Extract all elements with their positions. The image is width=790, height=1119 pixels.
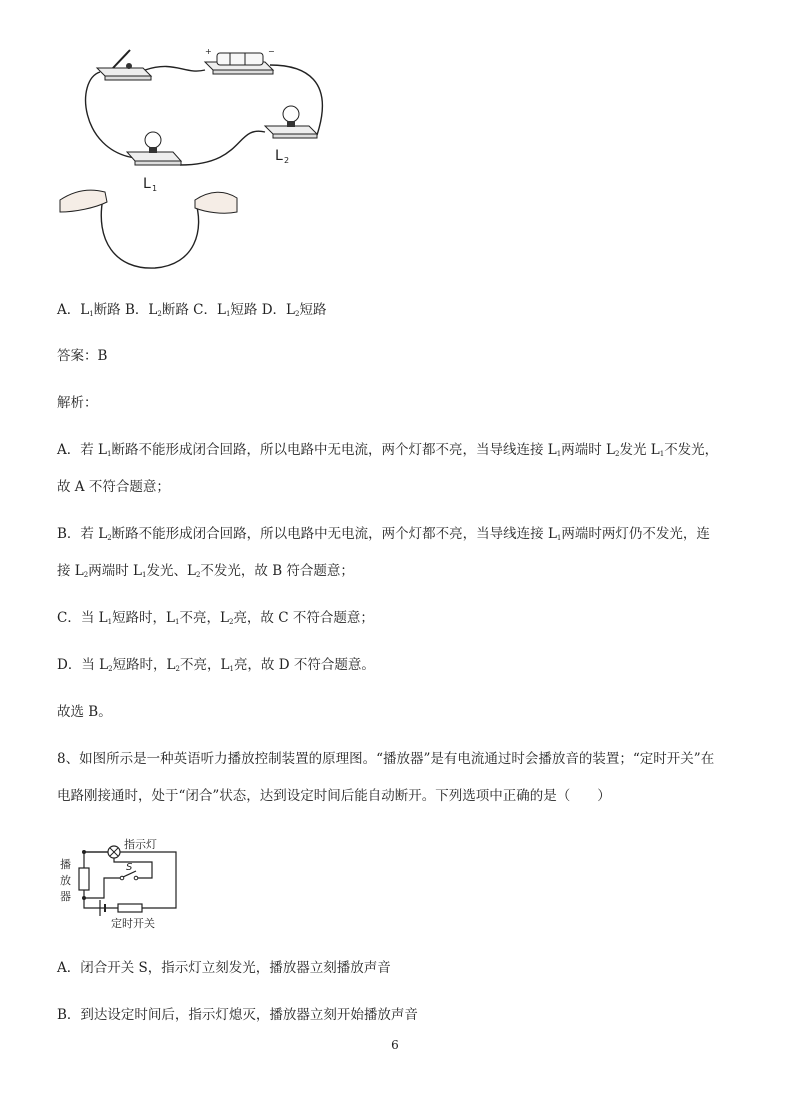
q7-analysis-b-line1: B．若 $L_2$断路不能形成闭合回路，所以电路中无电流，两个灯都不亮，当导线连接 $L_1$两端时两灯仍不发光，连 — [57, 526, 710, 542]
node-dot-top — [82, 850, 86, 854]
left-hand-icon — [60, 190, 107, 212]
svg-text:1: 1 — [152, 184, 158, 193]
svg-text:2: 2 — [284, 156, 290, 165]
q7-answer: 答案：B — [57, 348, 108, 364]
q7-analysis-b-line2: 接 $L_2$两端时 $L_1$发光、$L_2$不发光，故 B 符合题意； — [57, 563, 354, 579]
svg-text:指示灯: 指示灯 — [124, 838, 157, 851]
svg-text:+: + — [205, 47, 212, 56]
svg-text:播: 播 — [60, 858, 71, 871]
lamp-l1-icon — [127, 132, 181, 165]
svg-text:S: S — [126, 862, 133, 873]
svg-text:定时开关: 定时开关 — [111, 917, 155, 930]
page-number: 6 — [391, 1038, 399, 1052]
svg-text:L: L — [275, 148, 283, 164]
q8-option-a: A．闭合开关 S，指示灯立刻发光，播放器立刻播放声音 — [57, 960, 391, 976]
svg-text:放: 放 — [60, 874, 71, 887]
svg-text:器: 器 — [60, 890, 71, 903]
q7-conclusion: 故选 B。 — [57, 704, 112, 720]
q7-options: A．$L_1$断路 B．$L_2$断路 C．$L_1$短路 D．$L_2$短路 — [57, 302, 327, 318]
q8-option-b: B．到达设定时间后，指示灯熄灭，播放器立刻开始播放声音 — [57, 1007, 418, 1023]
q8-stem-line1: 8、如图所示是一种英语听力播放控制装置的原理图。“播放器”是有电流通过时会播放音的装置；“定时开关”在 — [57, 751, 715, 767]
circuit-figure-1 — [55, 40, 345, 280]
right-hand-icon — [195, 192, 237, 213]
indicator-lamp-icon — [108, 846, 120, 858]
battery-icon — [205, 47, 275, 74]
q8-stem-line2: 电路刚接通时，处于“闭合”状态，达到设定时间后能自动断开。下列选项中正确的是（ ） — [57, 788, 611, 804]
circuit-figure-2 — [56, 832, 196, 932]
q7-analysis-c: C．当 $L_1$短路时，$L_1$不亮，$L_2$亮，故 C 不符合题意； — [57, 610, 374, 626]
svg-text:−: − — [268, 47, 275, 56]
svg-text:L: L — [143, 176, 151, 192]
q7-analysis-a-line1: A．若 $L_1$断路不能形成闭合回路，所以电路中无电流，两个灯都不亮，当导线连接 $L_1$两端时 $L_2$发光 $L_1$不发光， — [57, 442, 719, 458]
switch-icon — [97, 50, 151, 80]
lamp-l2-icon — [265, 106, 317, 138]
q7-analysis-d: D．当 $L_2$短路时，$L_2$不亮，$L_1$亮，故 D 不符合题意。 — [57, 657, 375, 673]
q7-analysis-label: 解析： — [57, 395, 98, 411]
player-icon — [79, 868, 89, 890]
node-dot-bottom — [82, 896, 86, 900]
timer-switch-icon — [118, 904, 142, 912]
q7-analysis-a-line2: 故 A 不符合题意； — [57, 479, 170, 495]
